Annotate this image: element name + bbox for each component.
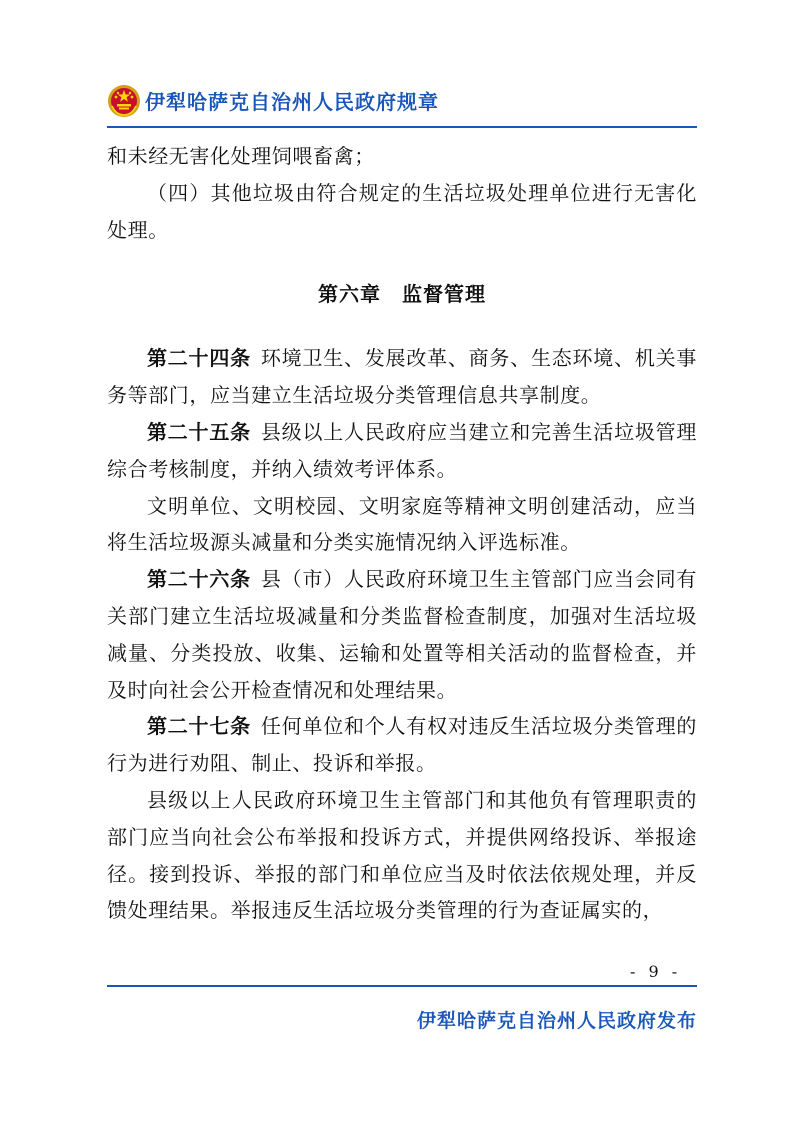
chapter-heading: 第六章 监督管理 <box>318 282 486 307</box>
paragraph-continued: 和未经无害化处理饲喂畜禽； <box>107 144 375 168</box>
footer-divider <box>107 985 697 987</box>
article-number: 第二十四条 <box>147 346 251 371</box>
footer-publisher: 伊犁哈萨克自治州人民政府发布 <box>416 1010 697 1032</box>
paragraph-civilization: 文明单位、文明校园、文明家庭等精神文明创建活动，应当将生活垃圾源头减量和分类实施情况纳入评选标准。 <box>107 493 697 555</box>
document-body <box>107 138 697 929</box>
article-text: 县级以上人民政府应当建立和完善生活垃圾管理综合考核制度，并纳入绩效考评体系。 <box>107 419 698 481</box>
article-text: 县（市）人民政府环境卫生主管部门应当会同有关部门建立生活垃圾减量和分类监督检查制度，加强对生活垃圾减量、分类投放、收集、运输和处置等相关活动的监督检查，并及时向社会公开检查情况和处理结果。 <box>107 567 698 702</box>
page-header <box>107 82 697 122</box>
article-text: 环境卫生、发展改革、商务、生态环境、机关事务等部门，应当建立生活垃圾分类管理信息共享制度。 <box>107 346 698 408</box>
article-25 <box>107 414 697 488</box>
national-emblem-icon <box>107 84 141 118</box>
paragraph-report: 县级以上人民政府环境卫生主管部门和其他负有管理职责的部门应当向社会公布举报和投诉方式，并提供网络投诉、举报途径。接到投诉、举报的部门和单位应当及时依法依规处理，并反馈处理结果。举报违反生活垃圾分类管理的行为查证属实的， <box>107 787 697 923</box>
paragraph-item-four: （四）其他垃圾由符合规定的生活垃圾处理单位进行无害化处理。 <box>107 180 697 242</box>
article-26 <box>107 561 697 708</box>
header-divider <box>107 126 697 128</box>
article-number: 第二十六条 <box>147 567 251 592</box>
page-number: - 9 - <box>630 962 682 981</box>
article-number: 第二十五条 <box>147 419 251 444</box>
article-24 <box>107 340 697 414</box>
header-title: 伊犁哈萨克自治州人民政府规章 <box>145 90 439 114</box>
article-number: 第二十七条 <box>147 714 251 739</box>
article-text: 任何单位和个人有权对违反生活垃圾分类管理的行为进行劝阻、制止、投诉和举报。 <box>107 714 698 776</box>
article-27 <box>107 708 697 782</box>
